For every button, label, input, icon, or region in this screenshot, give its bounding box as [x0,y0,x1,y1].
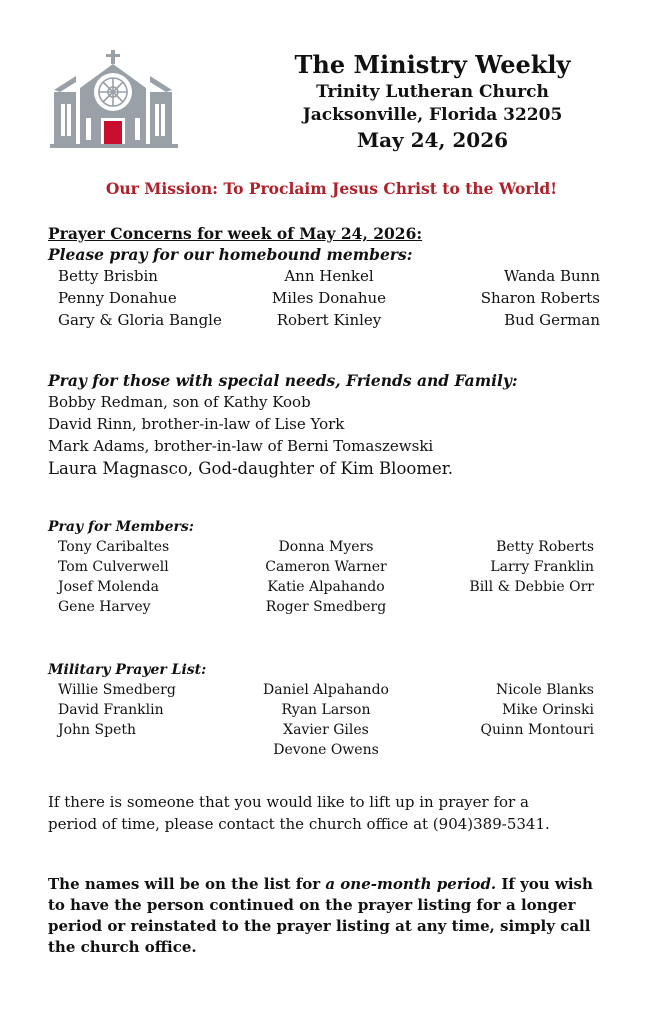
notice-text: The names will be on the list for [48,875,326,893]
list-item: David Franklin [58,702,164,718]
church-location: Jacksonville, Florida 32205 [302,105,563,125]
list-item: David Rinn, brother-in-law of Lise York [48,415,345,433]
homebound-heading: Please pray for our homebound members: [48,245,413,264]
list-item: Bobby Redman, son of Kathy Koob [48,393,311,411]
list-item: Bill & Debbie Orr [469,579,594,595]
list-item: Roger Smedberg [265,599,387,615]
list-item: Laura Magnasco, God-daughter of Kim Bloomer. [48,459,454,478]
issue-date: May 24, 2026 [356,128,509,152]
newsletter-title: The Ministry Weekly [294,50,571,79]
list-item: Devone Owens [273,742,379,758]
list-item: John Speth [58,722,137,738]
list-item: Bud German [504,311,600,329]
list-item [415,740,594,760]
notice-emphasis: a one-month period. [325,875,497,893]
prayer-concerns-section [48,223,608,331]
list-item [58,740,237,760]
members-section [48,517,608,617]
church-name: Trinity Lutheran Church [316,82,549,102]
list-item: Sharon Roberts [480,289,600,307]
list-item: Betty Roberts [496,539,594,555]
church-logo-icon [50,48,178,148]
listing-notice [48,874,603,958]
military-section [48,660,608,760]
military-list [58,680,594,760]
list-item: Ann Henkel [284,267,374,285]
list-item: Larry Franklin [490,559,594,575]
list-item: Quinn Montouri [480,722,594,738]
contact-paragraph: If there is someone that you would like to lift up in prayer for a period of time, please contact the church office at (904)389-5341. [48,793,550,833]
notice-text-continued: If you wish to have the person continued on the prayer listing for a longer period or reinstated to the prayer listing at any time, simply call the church office. [48,875,593,956]
list-item: Ryan Larson [281,702,371,718]
list-item: Wanda Bunn [503,267,600,285]
list-item: Daniel Alpahando [263,682,389,698]
members-list [58,537,594,617]
special-needs-heading: Pray for those with special needs, Friends and Family: [48,371,518,390]
homebound-list [58,265,600,331]
list-item: Donna Myers [278,539,374,555]
list-item [415,597,594,617]
list-item: Tony Caribaltes [58,539,170,555]
list-item: Gary & Gloria Bangle [58,311,222,329]
list-item: Betty Brisbin [58,267,158,285]
list-item: Willie Smedberg [58,682,176,698]
list-item: Katie Alpahando [267,579,385,595]
members-heading: Pray for Members: [48,519,194,535]
list-item: Tom Culverwell [58,559,169,575]
special-needs-section [48,370,608,481]
list-item: Penny Donahue [58,289,177,307]
list-item: Cameron Warner [265,559,387,575]
prayer-concerns-heading: Prayer Concerns for week of May 24, 2026: [48,224,423,243]
list-item: Josef Molenda [58,579,159,595]
special-needs-list [48,391,608,481]
list-item: Mike Orinski [502,702,594,718]
list-item: Xavier Giles [283,722,369,738]
list-item: Miles Donahue [271,289,387,307]
list-item: Nicole Blanks [495,682,594,698]
military-heading: Military Prayer List: [48,662,207,678]
list-item: Robert Kinley [276,311,382,329]
list-item: Gene Harvey [58,599,151,615]
list-item: Mark Adams, brother-in-law of Berni Tomaszewski [48,437,434,455]
mission-statement: Our Mission: To Proclaim Jesus Christ to the World! [105,179,558,198]
